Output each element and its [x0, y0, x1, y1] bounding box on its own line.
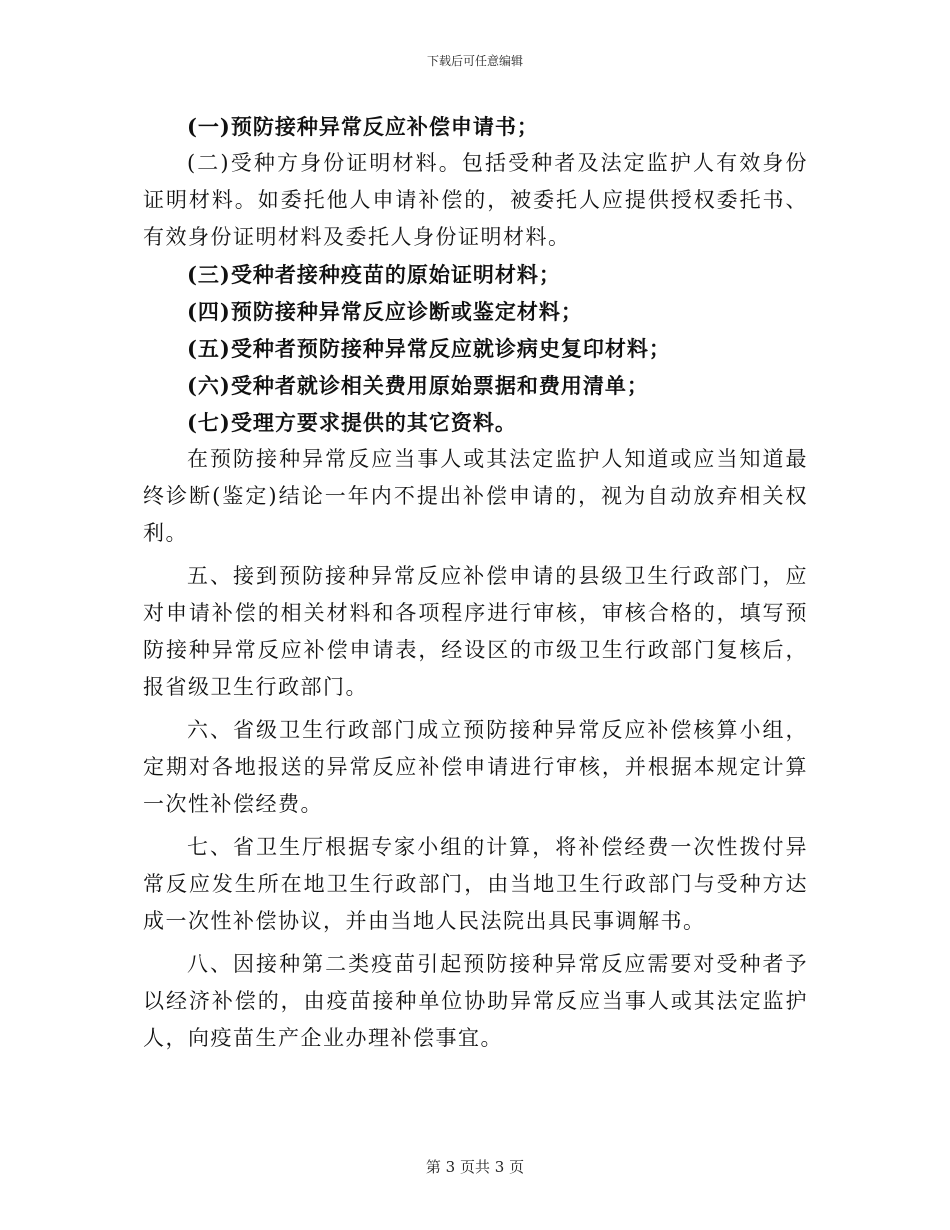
list-item-7: (七)受理方要求提供的其它资料。 [187, 410, 517, 435]
section-7-paragraph: 七、省卫生厅根据专家小组的计算，将补偿经费一次性拨付异常反应发生所在地卫生行政部门，由当地卫生行政部门与受种方达成一次性补偿协议，并由当地人民法院出具民事调解书。 [143, 835, 808, 933]
list-item-2: (二)受种方身份证明材料。包括受种者及法定监护人有效身份证明材料。如委托他人申请补偿的，被委托人应提供授权委托书、有效身份证明材料及委托人身份证明材料。 [143, 151, 808, 249]
list-item-3: (三)受种者接种疫苗的原始证明材料； [187, 262, 561, 287]
document-body [143, 108, 808, 1057]
page-header: 下载后可任意编辑 [426, 54, 523, 68]
waiver-paragraph: 在预防接种异常反应当事人或其法定监护人知道或应当知道最终诊断(鉴定)结论一年内不提出补偿申请的，视为自动放弃相关权利。 [143, 447, 808, 545]
list-item-1: (一)预防接种异常反应补偿申请书； [187, 114, 539, 139]
list-item-4: (四)预防接种异常反应诊断或鉴定材料； [187, 299, 583, 324]
list-item-6: (六)受种者就诊相关费用原始票据和费用清单； [187, 373, 649, 398]
list-item-5: (五)受种者预防接种异常反应就诊病史复印材料； [187, 336, 671, 361]
page-footer: 第 3 页共 3 页 [425, 1158, 525, 1176]
section-8-paragraph: 八、因接种第二类疫苗引起预防接种异常反应需要对受种者予以经济补偿的，由疫苗接种单位协助异常反应当事人或其法定监护人，向疫苗生产企业办理补偿事宜。 [143, 952, 808, 1050]
section-5-paragraph: 五、接到预防接种异常反应补偿申请的县级卫生行政部门，应对申请补偿的相关材料和各项程序进行审核，审核合格的，填写预防接种异常反应补偿申请表，经设区的市级卫生行政部门复核后，报省级卫生行政部门。 [143, 564, 808, 699]
section-6-paragraph: 六、省级卫生行政部门成立预防接种异常反应补偿核算小组，定期对各地报送的异常反应补偿申请进行审核，并根据本规定计算一次性补偿经费。 [143, 718, 808, 816]
